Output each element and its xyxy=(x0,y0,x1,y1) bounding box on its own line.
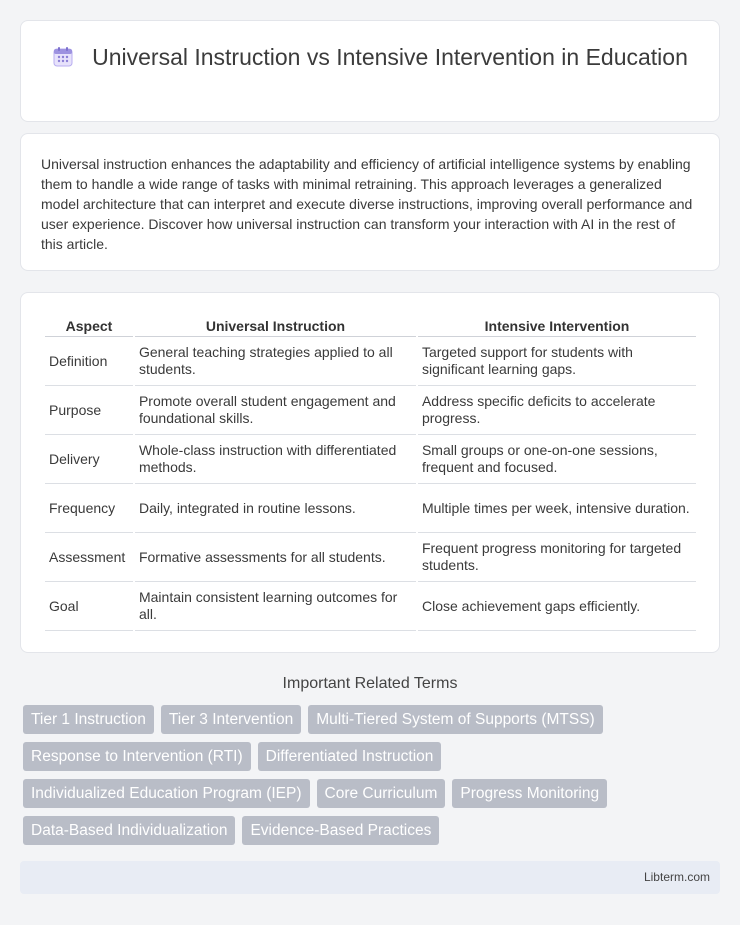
table-header-row xyxy=(45,315,696,337)
page-title-text: Universal Instruction vs Intensive Intervention in Education xyxy=(92,44,688,70)
table-row xyxy=(45,386,696,435)
cell-universal: Maintain consistent learning outcomes for all. xyxy=(135,582,416,631)
cell-aspect: Delivery xyxy=(45,435,133,484)
cell-intensive: Multiple times per week, intensive duration. xyxy=(418,484,696,533)
table-row xyxy=(45,533,696,582)
related-tag[interactable]: Data-Based Individualization xyxy=(23,816,235,845)
cell-universal: Daily, integrated in routine lessons. xyxy=(135,484,416,533)
cell-intensive: Small groups or one-on-one sessions, frequent and focused. xyxy=(418,435,696,484)
related-tag[interactable]: Evidence-Based Practices xyxy=(242,816,439,845)
related-tag[interactable]: Tier 1 Instruction xyxy=(23,705,154,734)
cell-universal: Promote overall student engagement and foundational skills. xyxy=(135,386,416,435)
cell-aspect: Purpose xyxy=(45,386,133,435)
cell-universal: General teaching strategies applied to all students. xyxy=(135,337,416,386)
cell-aspect: Goal xyxy=(45,582,133,631)
cell-intensive: Close achievement gaps efficiently. xyxy=(418,582,696,631)
related-tag[interactable]: Core Curriculum xyxy=(317,779,446,808)
footer xyxy=(20,861,720,894)
table-row xyxy=(45,484,696,533)
cell-intensive: Frequent progress monitoring for targeted students. xyxy=(418,533,696,582)
title-card xyxy=(20,20,720,122)
table-row xyxy=(45,337,696,386)
header-universal: Universal Instruction xyxy=(135,315,416,337)
cell-aspect: Definition xyxy=(45,337,133,386)
cell-universal: Whole-class instruction with differentiated methods. xyxy=(135,435,416,484)
header-aspect: Aspect xyxy=(45,315,133,337)
table-row xyxy=(45,435,696,484)
cell-intensive: Targeted support for students with significant learning gaps. xyxy=(418,337,696,386)
cell-intensive: Address specific deficits to accelerate progress. xyxy=(418,386,696,435)
intro-paragraph: Universal instruction enhances the adaptability and efficiency of artificial intelligence systems by enabling them to handle a wide range of tasks with minimal retraining. This approach leverages a generalized model architecture that can interpret and execute diverse instructions, improving overall performance and user experience. Discover how universal instruction can transform your interaction with AI in the rest of this article. xyxy=(41,156,693,252)
cell-aspect: Frequency xyxy=(45,484,133,533)
page-title xyxy=(21,43,719,72)
related-tag[interactable]: Differentiated Instruction xyxy=(258,742,442,771)
related-tag[interactable]: Response to Intervention (RTI) xyxy=(23,742,251,771)
comparison-table xyxy=(43,315,698,631)
related-tag[interactable]: Tier 3 Intervention xyxy=(161,705,301,734)
table-row xyxy=(45,582,696,631)
related-tag[interactable]: Multi-Tiered System of Supports (MTSS) xyxy=(308,705,603,734)
related-terms-list xyxy=(23,705,723,845)
comparison-card xyxy=(20,292,720,653)
cell-aspect: Assessment xyxy=(45,533,133,582)
related-terms-heading: Important Related Terms xyxy=(282,675,458,692)
related-tag[interactable]: Progress Monitoring xyxy=(452,779,607,808)
intro-card xyxy=(20,133,720,271)
cell-universal: Formative assessments for all students. xyxy=(135,533,416,582)
header-intensive: Intensive Intervention xyxy=(418,315,696,337)
calendar-icon xyxy=(52,46,74,68)
footer-site-link[interactable]: Libterm.com xyxy=(643,870,710,884)
related-tag[interactable]: Individualized Education Program (IEP) xyxy=(23,779,310,808)
